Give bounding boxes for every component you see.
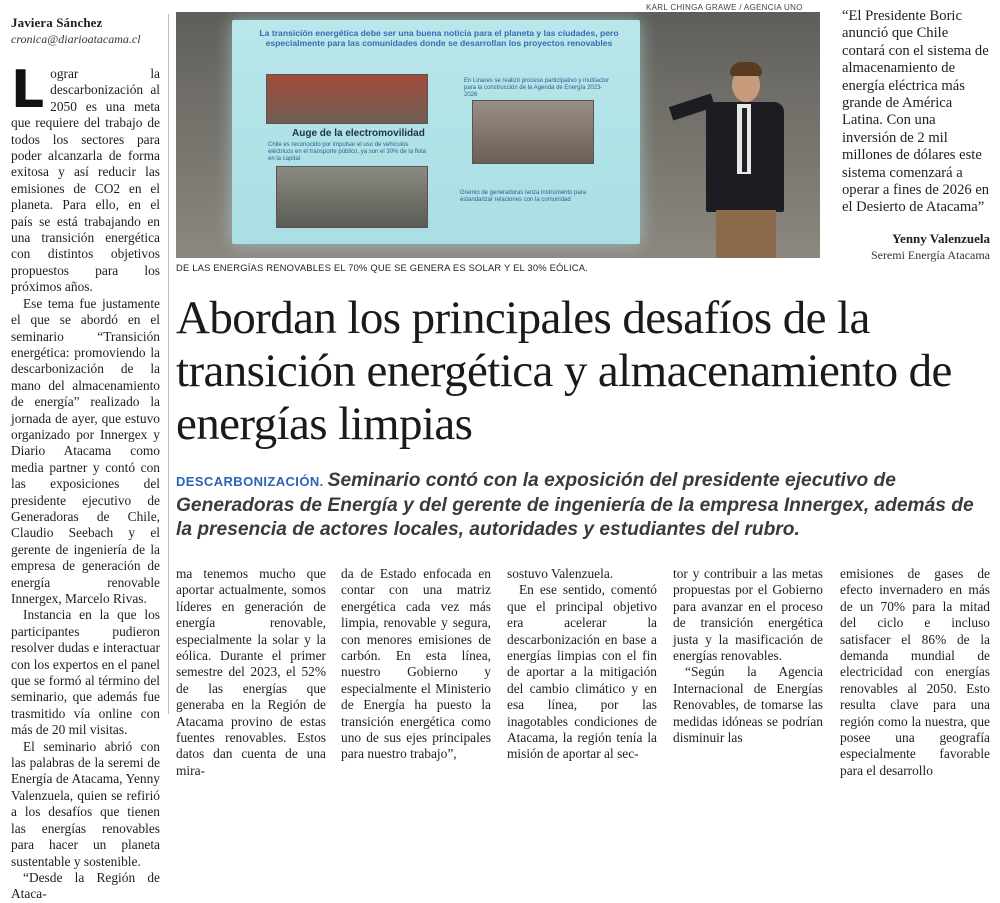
pull-quote: “El Presidente Boric anunció que Chile contará con el sistema de almacenamiento de energía eléctrica más grande de América Latina. Con una inversión de 2 mil millones de dólares este sistema comenzará a operar a fines de 2026 en el Desierto de Atacama” — [842, 8, 990, 216]
quote-author-role: Seremi Energía Atacama — [870, 248, 990, 262]
section-tag: DESCARBONIZACIÓN. — [176, 474, 324, 489]
body-paragraph: “Según la Agencia Internacional de Energías Renovables, de tomarse las medidas idóneas se podrían disminuir las — [673, 664, 823, 746]
author-email: cronica@diarioatacama.cl — [11, 32, 141, 46]
body-paragraph: Instancia en la que los participantes pudieron resolver dudas e interactuar con los expertos en el panel que se formó al término del seminario, que además fue trasmitido vía online con más de 20 mil visitas. — [11, 607, 160, 738]
slide-photo-street — [276, 166, 428, 228]
body-column-4 — [507, 566, 657, 763]
photo-credit: KARL CHINGA GRAWE / AGENCIA UNO — [646, 3, 803, 12]
body-column-6 — [840, 566, 990, 779]
slide-photo-buses — [266, 74, 428, 124]
body-paragraph: En ese sentido, comentó que el principal objetivo era acelerar la descarbonización en base a energías limpias con el fin de aportar a la mitigación del cambio climático y en esa línea, por las inagotables condiciones de Atacama, la región tenía la misión de aportar al sec- — [507, 582, 657, 762]
photo-caption: DE LAS ENERGÍAS RENOVABLES EL 70% QUE SE GENERA ES SOLAR Y EL 30% EÓLICA. — [176, 262, 588, 273]
body-paragraph: da de Estado enfocada en contar con una matriz energética cada vez más limpia, renovable y segura, con menores emisiones de carbón. En esta línea, nuestro Gobierno y especialmente el Ministerio de Energía ha puesto la transición energética como uno de sus ejes principales para nuestro trabajo”, — [341, 566, 491, 762]
body-column-5 — [673, 566, 823, 746]
slide-panel-caption: Gremio de generadoras lanza instrumento para estandarizar relaciones con la comunidad — [460, 190, 587, 203]
body-column-2 — [176, 566, 326, 779]
body-column-3 — [341, 566, 491, 763]
body-paragraph: emisiones de gases de efecto invernadero en más de un 70% para la mitad del ciclo e incluso satisfacer el 86% de la demanda mundial de electricidad con energías renovables al 2050. Esto resulta clave para una región como la nuestra, que posee una geografía especialmente favorable para el desarrollo — [840, 566, 990, 778]
slide-panel-caption: En Linares se realizó proceso participativo y multiactor para la construcción de la Agenda de Energía 2023-2026 — [464, 78, 610, 98]
slide-panel-caption: Chile es reconocido por impulsar el uso de vehículos eléctricos en el transporte público, ya son el 30% de la flota en la capital — [268, 142, 427, 162]
slide-title: La transición energética debe ser una buena noticia para el planeta y las ciudades, pero especialmente para las comunidades donde se desarrollan los proyectos renovables — [259, 28, 619, 48]
presentation-slide — [232, 20, 640, 244]
quote-author: Yenny Valenzuela — [892, 231, 990, 246]
deck-text: Seminario contó con la exposición del presidente ejecutivo de Generadoras de Energía y del gerente de ingeniería de la empresa Innergex, además de la presencia de actores locales, autoridades y estudiantes del rubro. — [176, 470, 974, 540]
author-name: Javiera Sánchez — [11, 15, 103, 30]
headline: Abordan los principales desafíos de la transición energética y almacenamiento de energías limpias — [176, 292, 952, 450]
body-paragraph: ograr la descarbonización al 2050 es una meta que requiere del trabajo de todos los sectores para poder alcanzarla de forma exitosa y así reducir las emisiones de CO2 en el planeta. Para ello, en el país se está trabajando en una transición energética con distintos objetivos propuestos para los próximos años. — [11, 66, 160, 295]
slide-panel-heading: Auge de la electromovilidad — [292, 128, 425, 139]
body-paragraph: El seminario abrió con las palabras de la seremi de Energía de Atacama, Yenny Valenzuela, quien se refirió a los desafíos que tienen las energías renovables para hacer un planeta sustentable y sostenible. — [11, 738, 160, 869]
event-photo — [176, 12, 820, 258]
body-paragraph: Ese tema fue justamente el que se abordó en el seminario “Transición energética: promoviendo la descarbonización de la mano del almacenamiento de energía” realizado la jornada de ayer, que estuvo organizado por Innergex y Diario Atacama como media partner y contó con las exposiciones del presidente ejecutivo de Generadoras de Chile, Claudio Seebach y el gerente de ingeniería de la empresa de generación de energía renovable Innergex, Marcelo Rivas. — [11, 295, 160, 606]
deck — [176, 469, 982, 542]
body-paragraph: ma tenemos mucho que aportar actualmente, somos líderes en generación de energía renovable, especialmente la solar y la eólica. Durante el primer semestre del 2023, el 52% de las energías que generaba en la Región de Atacama provino de estas fuentes renovables. Estos datos dan cuenta de una mira- — [176, 566, 326, 778]
body-column-1 — [11, 60, 160, 903]
body-paragraph: sostuvo Valenzuela. — [507, 566, 614, 581]
drop-cap: L — [11, 60, 45, 120]
slide-photo-meeting — [472, 100, 594, 164]
column-divider — [168, 14, 169, 714]
body-paragraph: tor y contribuir a las metas propuestas por el Gobierno para avanzar en el proceso de transición energética justa y la masificación de energías renovables. — [673, 566, 823, 664]
body-paragraph: “Desde la Región de Ataca- — [11, 869, 160, 902]
